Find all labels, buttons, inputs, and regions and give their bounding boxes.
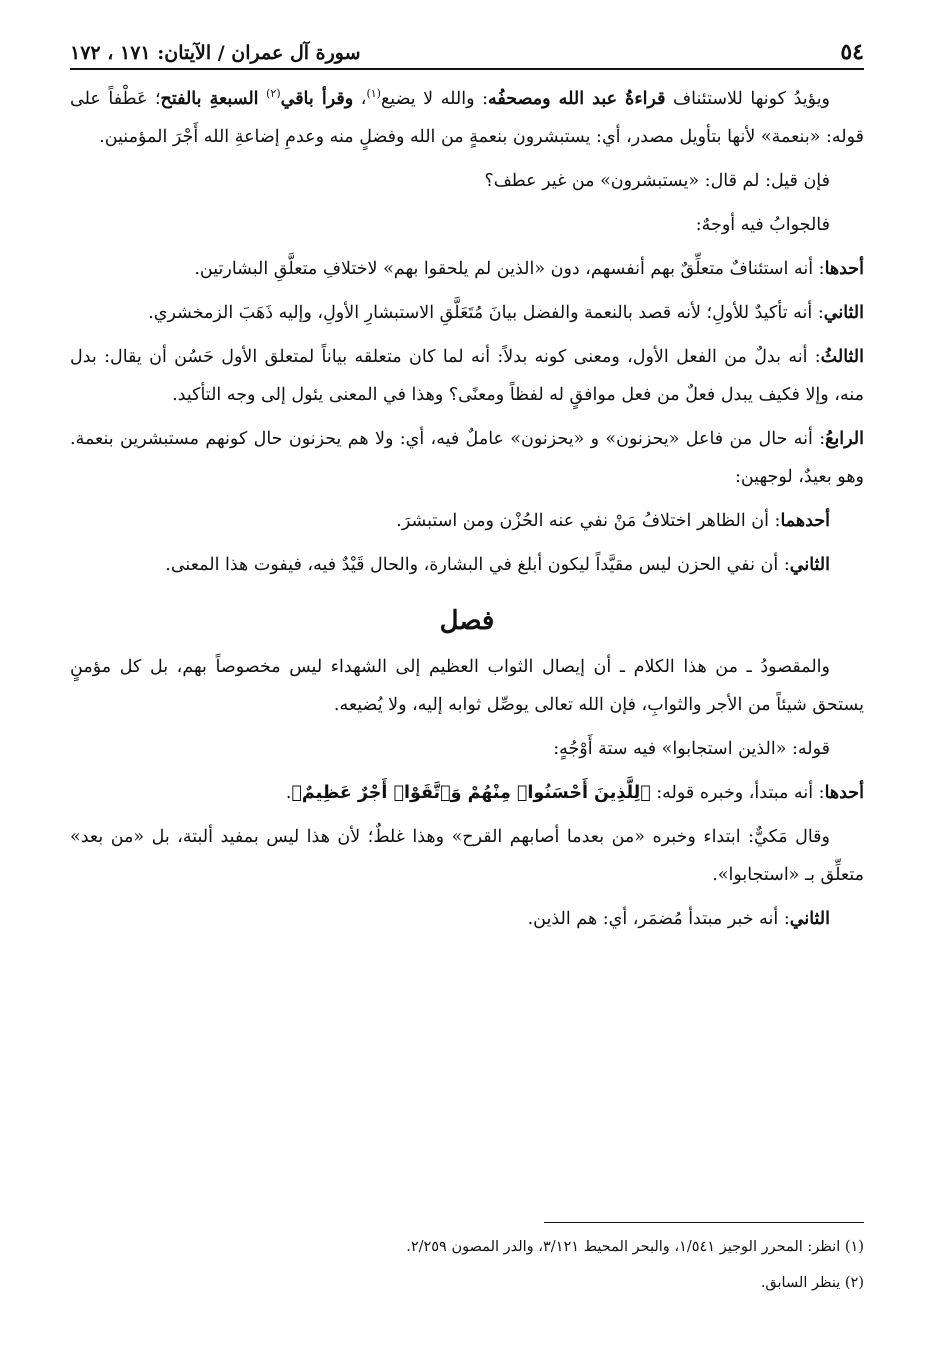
point-label: أحدها — [824, 783, 864, 803]
paragraph-text: . — [285, 783, 292, 803]
paragraph-5 — [70, 294, 864, 332]
paragraph-text: : أنه تأكيدٌ للأولِ؛ لأنه قصد بالنعمة والفضل بيانَ مُتَعَلَّقِ الاستبشارِ الأولِ، وإليه ذَهَبَ الزمخشري. — [148, 303, 824, 323]
footnote-1: (١) انظر: المحرر الوجيز ١/٥٤١، والبحر المحيط ٣/١٢١، والدر المصون ٢/٢٥٩. — [406, 1239, 864, 1255]
bold-term: وقرأ باقي — [280, 89, 354, 109]
quran-verse: ﴿لِلَّذِينَ أَحْسَنُوا۟ مِنْهُمْ وَٱتَّقَوْا۟ أَجْرٌ عَظِيمٌ﴾ — [291, 783, 651, 803]
paragraph-13: وقال مَكيٌّ: ابتداء وخبره «من بعدما أصابهم القرح» وهذا غلطٌ؛ لأن هذا ليس بمفيد ألبتة، بل «من بعد» متعلِّق بـ «استجابوا». — [70, 827, 864, 885]
point-label: أحدهما — [780, 511, 830, 531]
footnote-rule — [544, 1222, 864, 1223]
paragraph-7 — [70, 420, 864, 496]
paragraph-text: : أن نفي الحزن ليس مقيَّداً ليكون أبلغ في البشارة، والحال قَيْدٌ فيه، فيفوت هذا المعنى. — [165, 555, 790, 575]
paragraph-14 — [70, 900, 864, 938]
page — [70, 28, 864, 944]
paragraph-text: ؛ عَطْفاً على قوله: «بنعمة» لأنها بتأويل مصدر، أي: يستبشرون بنعمةٍ من الله وفضلٍ منه وعدمِ إضاعةِ الله أَجْرَ المؤمنين. — [70, 89, 864, 147]
page-body — [70, 80, 864, 938]
paragraph-1 — [70, 80, 864, 156]
paragraph-text: : أن الظاهر اختلافُ مَنْ نفي عنه الحُزْن ومن استبشرَ. — [396, 511, 781, 531]
paragraph-text: : والله لا يضيع — [380, 89, 489, 109]
point-label: الثاني — [789, 909, 830, 929]
paragraph-text: : أنه حال من فاعل «يحزنون» و «يحزنون» عاملٌ فيه، أي: ولا هم يحزنون حال كونهم مستبشرين بنعمة. وهو بعيدٌ، لوجهين: — [70, 429, 864, 487]
paragraph-text: : أنه خبر مبتدأ مُضمَر، أي: هم الذين. — [527, 909, 790, 929]
point-label: الثاني — [823, 303, 864, 323]
paragraph-11: قوله: «الذين استجابوا» فيه ستة أَوْجُهٍ: — [553, 739, 830, 759]
paragraph-9 — [70, 546, 864, 584]
section-heading: فصل — [439, 606, 495, 636]
paragraph-text — [259, 89, 267, 109]
paragraph-text: ويؤيدُ كونها للاستئناف — [665, 89, 831, 109]
footnote-2: (٢) ينظر السابق. — [760, 1275, 864, 1291]
point-label: الثاني — [789, 555, 830, 575]
paragraph-2: فإن قيل: لم قال: «يستبشرون» من غير عطف؟ — [484, 171, 830, 191]
paragraph-text: : أنه استئنافٌ متعلِّقٌ بهم أنفسهم، دون «الذين لم يلحقوا بهم» لاختلافِ متعلَّقِ البشارتين. — [194, 259, 825, 279]
bold-term: قراءةُ عبد الله ومصحفُه — [488, 89, 666, 109]
page-number: ٥٤ — [840, 39, 864, 65]
paragraph-6 — [70, 338, 864, 414]
point-label: الرابعُ — [825, 429, 864, 449]
paragraph-text: : أنه بدلٌ من الفعل الأول، ومعنى كونه بدلاً: أنه لما كان متعلقه بياناً لمتعلق الأول حَسُن أن يقال: بدل منه، وإلا فكيف يبدل فعلٌ من فعل موافقٍ له لفظاً ومعنًى؟ وهذا في المعنى يئول إلى وجه التأكيد. — [70, 347, 864, 405]
footnotes — [70, 1222, 864, 1301]
point-label: الثالثُ — [820, 347, 864, 367]
paragraph-10: والمقصودُ ـ من هذا الكلام ـ أن إيصال الثواب العظيم إلى الشهداء ليس مخصوصاً بهم، بل كل مؤمنٍ يستحق شيئاً من الأجر والثوابِ، فإن الله تعالى يوصِّل ثوابه إليه، ولا يُضيعه. — [70, 657, 864, 715]
paragraph-8 — [70, 502, 864, 540]
footnote-ref-1: (١) — [366, 87, 381, 101]
footnote-ref-2: (٢) — [266, 87, 281, 101]
paragraph-12 — [70, 774, 864, 812]
paragraph-text: ، — [353, 89, 367, 109]
paragraph-text: : أنه مبتدأ، وخبره قوله: — [650, 783, 825, 803]
page-title: سورة آل عمران / الآيتان: ١٧١ ، ١٧٢ — [70, 42, 361, 64]
page-header — [70, 28, 864, 70]
paragraph-4 — [70, 250, 864, 288]
paragraph-3: فالجوابُ فيه أوجهٌ: — [695, 215, 830, 235]
bold-term: السبعةِ بالفتح — [160, 89, 259, 109]
point-label: أحدها — [824, 259, 864, 279]
